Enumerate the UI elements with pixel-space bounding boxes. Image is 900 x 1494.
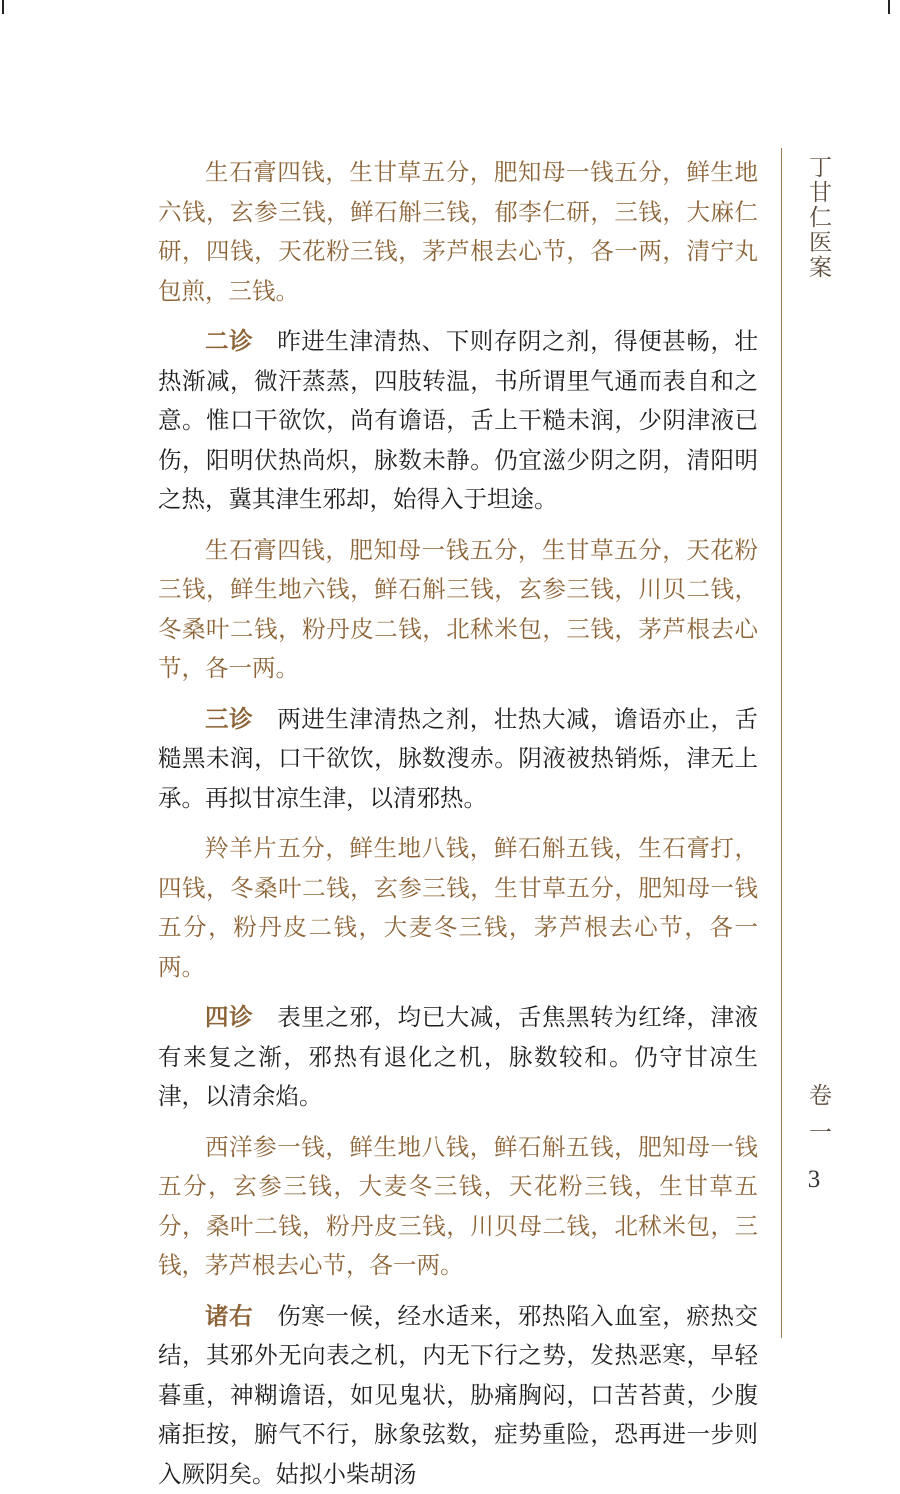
- crop-mark-left: [2, 0, 4, 14]
- visit-label: 四诊: [205, 1003, 253, 1031]
- volume-label: 卷一: [796, 1083, 832, 1157]
- visit-text: 表里之邪，均已大减，舌焦黑转为红绛，津液有来复之渐，邪热有退化之机，脉数较和。仍守甘凉生津，以清余焰。: [158, 1003, 758, 1110]
- running-title: 丁甘仁医案: [796, 155, 832, 280]
- visit-3: [158, 700, 758, 819]
- visit-label: 二诊: [205, 327, 253, 355]
- prescription-1: 生石膏四钱，生甘草五分，肥知母一钱五分，鲜生地六钱，玄参三钱，鲜石斛三钱，郁李仁研，三钱，大麻仁研，四钱，天花粉三钱，茅芦根去心节，各一两，清宁丸包煎，三钱。: [158, 153, 758, 311]
- case-zhu: [158, 1297, 758, 1494]
- case-text: 伤寒一候，经水适来，邪热陷入血室，瘀热交结，其邪外无向表之机，内无下行之势，发热恶寒，早轻暮重，神糊谵语，如见鬼状，胁痛胸闷，口苦苔黄，少腹痛拒按，腑气不行，脉象弦数，症势重险，恐再进一步则入厥阴矣。姑拟小柴胡汤: [158, 1302, 758, 1488]
- crop-mark-right: [888, 0, 890, 14]
- main-text: [158, 153, 758, 1494]
- visit-text: 两进生津清热之剂，壮热大减，谵语亦止，舌糙黑未润，口干欲饮，脉数溲赤。阴液被热销烁，津无上承。再拟甘凉生津，以清邪热。: [158, 705, 758, 812]
- visit-text: 昨进生津清热、下则存阴之剂，得便甚畅，壮热渐减，微汗蒸蒸，四肢转温，书所谓里气通而表自和之意。惟口干欲饮，尚有谵语，舌上干糙未润，少阴津液已伤，阳明伏热尚炽，脉数未静。仍宜滋少阴之阴，清阳明之热，冀其津生邪却，始得入于坦途。: [158, 327, 758, 513]
- prescription-3: 羚羊片五分，鲜生地八钱，鲜石斛五钱，生石膏打，四钱，冬桑叶二钱，玄参三钱，生甘草五分，肥知母一钱五分，粉丹皮二钱，大麦冬三钱，茅芦根去心节，各一两。: [158, 829, 758, 987]
- case-label: 诸右: [205, 1302, 253, 1330]
- visit-4: [158, 998, 758, 1117]
- visit-2: [158, 322, 758, 520]
- visit-label: 三诊: [205, 705, 253, 733]
- page-number: 3: [796, 1166, 832, 1194]
- prescription-4: 西洋参一钱，鲜生地八钱，鲜石斛五钱，肥知母一钱五分，玄参三钱，大麦冬三钱，天花粉三钱，生甘草五分，桑叶二钱，粉丹皮三钱，川贝母二钱，北秫米包，三钱，茅芦根去心节，各一两。: [158, 1128, 758, 1286]
- prescription-2: 生石膏四钱，肥知母一钱五分，生甘草五分，天花粉三钱，鲜生地六钱，鲜石斛三钱，玄参三钱，川贝二钱，冬桑叶二钱，粉丹皮二钱，北秫米包，三钱，茅芦根去心节，各一两。: [158, 531, 758, 689]
- margin-rule: [781, 148, 782, 1338]
